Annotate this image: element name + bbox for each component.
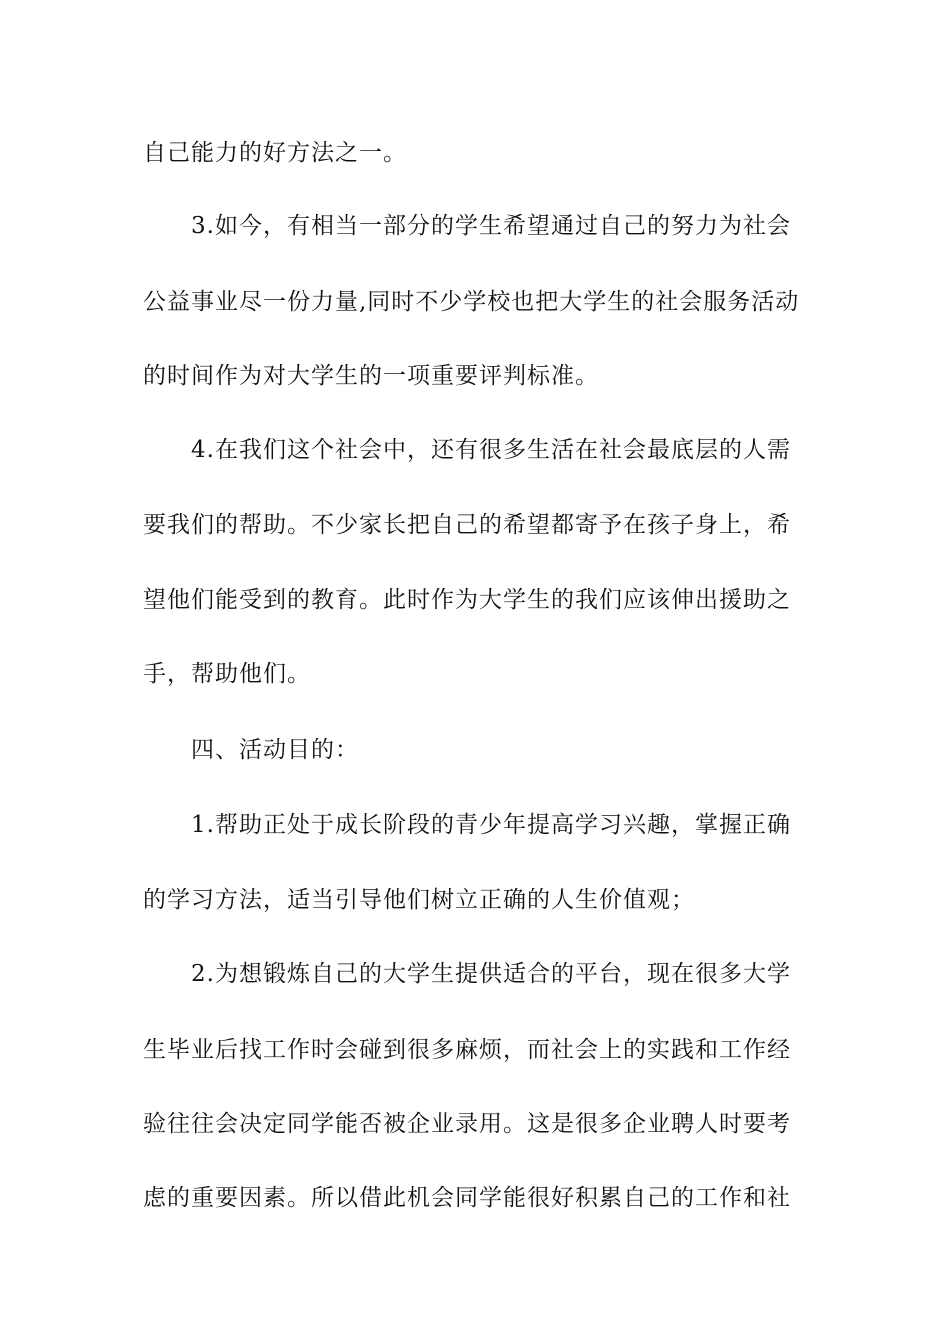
- section-heading: 四、活动目的：: [191, 737, 359, 763]
- text-line-2: 3.如今，有相当一部分的学生希望通过自己的努力为社会: [191, 213, 791, 239]
- text-line-13: 生毕业后找工作时会碰到很多麻烦，而社会上的实践和工作经: [143, 1037, 791, 1063]
- text-line-8: 手，帮助他们。: [143, 661, 311, 687]
- text-line-5: 4.在我们这个社会中，还有很多生活在社会最底层的人需: [191, 437, 791, 463]
- text-line-1: 自己能力的好方法之一。: [143, 140, 407, 166]
- text-line-4: 的时间作为对大学生的一项重要评判标准。: [143, 363, 599, 389]
- text-line-3: 公益事业尽一份力量,同时不少学校也把大学生的社会服务活动: [143, 289, 800, 315]
- text-line-6: 要我们的帮助。不少家长把自己的希望都寄予在孩子身上，希: [143, 512, 791, 538]
- text-line-11: 的学习方法，适当引导他们树立正确的人生价值观；: [143, 887, 695, 913]
- text-line-10: 1.帮助正处于成长阶段的青少年提高学习兴趣，掌握正确: [191, 812, 791, 838]
- text-line-15: 虑的重要因素。所以借此机会同学能很好积累自己的工作和社: [143, 1185, 791, 1211]
- text-line-7: 望他们能受到的教育。此时作为大学生的我们应该伸出援助之: [143, 587, 791, 613]
- text-line-12: 2.为想锻炼自己的大学生提供适合的平台，现在很多大学: [191, 961, 791, 987]
- text-line-14: 验往往会决定同学能否被企业录用。这是很多企业聘人时要考: [143, 1111, 791, 1137]
